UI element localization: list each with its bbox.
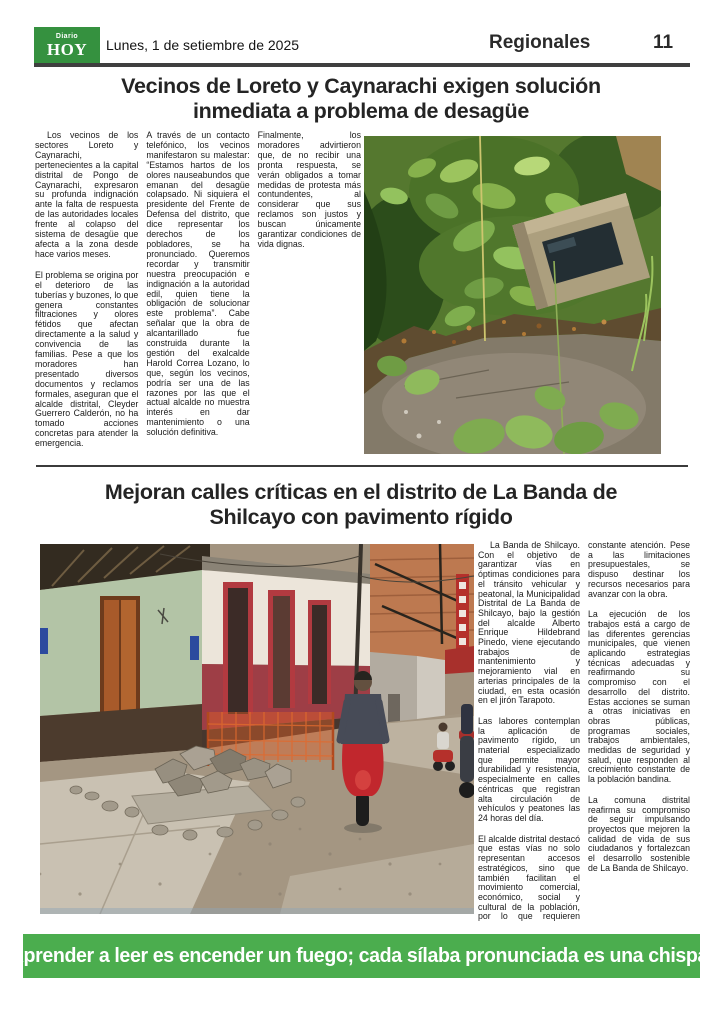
edition-date: Lunes, 1 de setiembre de 2025 (106, 37, 300, 53)
red-door-frames (223, 582, 331, 714)
paragraph: Las labores contemplan la aplicación de pavimento rígido, un material especializado que permite mayor durabilidad y resistencia, especialmente en calles céntricas que registran alta circulación de vehículos y peatones las 24 horas del día. (478, 715, 580, 823)
paragraph: A través de un contacto telefónico, los vecinos manifestaron su malestar: “Estamos hartos de los olores nauseabundos que emanan del desagüe colapsado. Ni siquiera el presidente del Frente de Defensa del distrito, que dice representar los derechos de los pobladores, se ha pronunciado. Queremos recordar y transmitir nuestra preocupación e indignación a la autoridad edil, quien tiene la obligación de solucionar este problema”. Cabe señalar que la obra de alcantarillado fue construida durante la gestión del exalcalde Harold Correa Lozano, lo que, según los vecinos, podría ser una de las razones por las que el actual alcalde no muestra interés en dar mantenimiento o una solución definitiva. (146, 131, 250, 438)
paragraph: La comuna distrital reafirma su compromiso de seguir impulsando proyectos que mejoren la calidad de vida de sus ciudadanos y fortalezcan el desarrollo sostenible de La Banda de Shilcayo. (588, 794, 690, 873)
paragraph: El problema se origina por el deterioro de las tuberías y buzones, lo que genera constantes filtraciones y olores fétidos que afectan directamente a la salud y convivencia de las familias. Pese a que los moradores han presentado diversos documentos y reclamos formales, aseguran que el alcalde distrital, Cleyder Guerrero Calderón, no ha tomado acciones concretas para atender la emergencia. (35, 269, 139, 449)
article-2-photo (40, 544, 474, 914)
section-title: Regionales (489, 32, 591, 53)
article-2-body (478, 541, 690, 923)
article-2-headline: Mejoran calles críticas en el distrito de La Banda de Shilcayo con pavimento rígido (104, 480, 618, 529)
street-works-photo-illustration (40, 544, 474, 914)
article-1-body (35, 131, 361, 465)
article-1-photo (364, 136, 661, 454)
paragraph: La Banda de Shilcayo. Con el objetivo de garantizar vías en óptimas condiciones para el tránsito vehicular y peatonal, la Municipalidad Distrital de La Banda de Shilcayo, bajo la gestión del alcalde Alberto Enrique Hildebrand Pinedo, viene ejecutando trabajos de mantenimiento y mejoramiento vial en arterias principales de la ciudad, en esta ocasión en el jirón Tarapoto. (478, 541, 580, 706)
header-rule (34, 63, 690, 67)
logo-main-text: HOY (46, 40, 88, 59)
diario-hoy-logo (34, 27, 100, 64)
article-divider (36, 465, 688, 467)
paragraph: El alcalde distrital destacó que estas vías no solo representan accesos estratégicos, sino que también facilitan el movimiento comercial, económico, social y cultural de la población, por lo que requieren constante atención. Pese a las limitaciones presupuestales, se dispuso destinar los recursos necesarios para avanzar con la obra. (478, 541, 690, 922)
article-1-headline: Vecinos de Loreto y Caynarachi exigen solución inmediata a problema de desagüe (121, 74, 601, 123)
footer-quote-banner (0, 934, 723, 978)
footer-quote-text: “Aprender a leer es encender un fuego; cada sílaba pronunciada es una chispa”. (0, 944, 723, 967)
logo-top-text: Diario (55, 33, 79, 40)
paragraph: Finalmente, los moradores advirtieron que, de no recibir una pronta respuesta, se verán obligados a tomar medidas de protesta más contundentes, al considerar que sus reclamos son justos y buscan únicamente garantizar condiciones de vida dignas. (257, 131, 361, 249)
paragraph: La ejecución de los trabajos está a cargo de las diferentes gerencias municipales, que vienen aplicando estrategias técnicas adecuadas y reafirmando su compromiso con el desarrollo del distrito. Estas acciones se suman a otras iniciativas en obras públicas, programas sociales, trabajos ambientales, medidas de seguridad y salud, que responden al crecimiento constante de la población bandina. (588, 609, 690, 785)
collapsed-sewer-photo-illustration (364, 136, 661, 454)
paragraph: Los vecinos de los sectores Loreto y Caynarachi, pertenecientes a la capital distrital de Pongo de Caynarachi, expresaron su profunda indignación ante la falta de respuesta de las autoridades locales frente al colapso del sistema de desagüe que afecta a la zona desde hace varios meses. (35, 131, 139, 259)
page-number: 11 (653, 32, 674, 53)
